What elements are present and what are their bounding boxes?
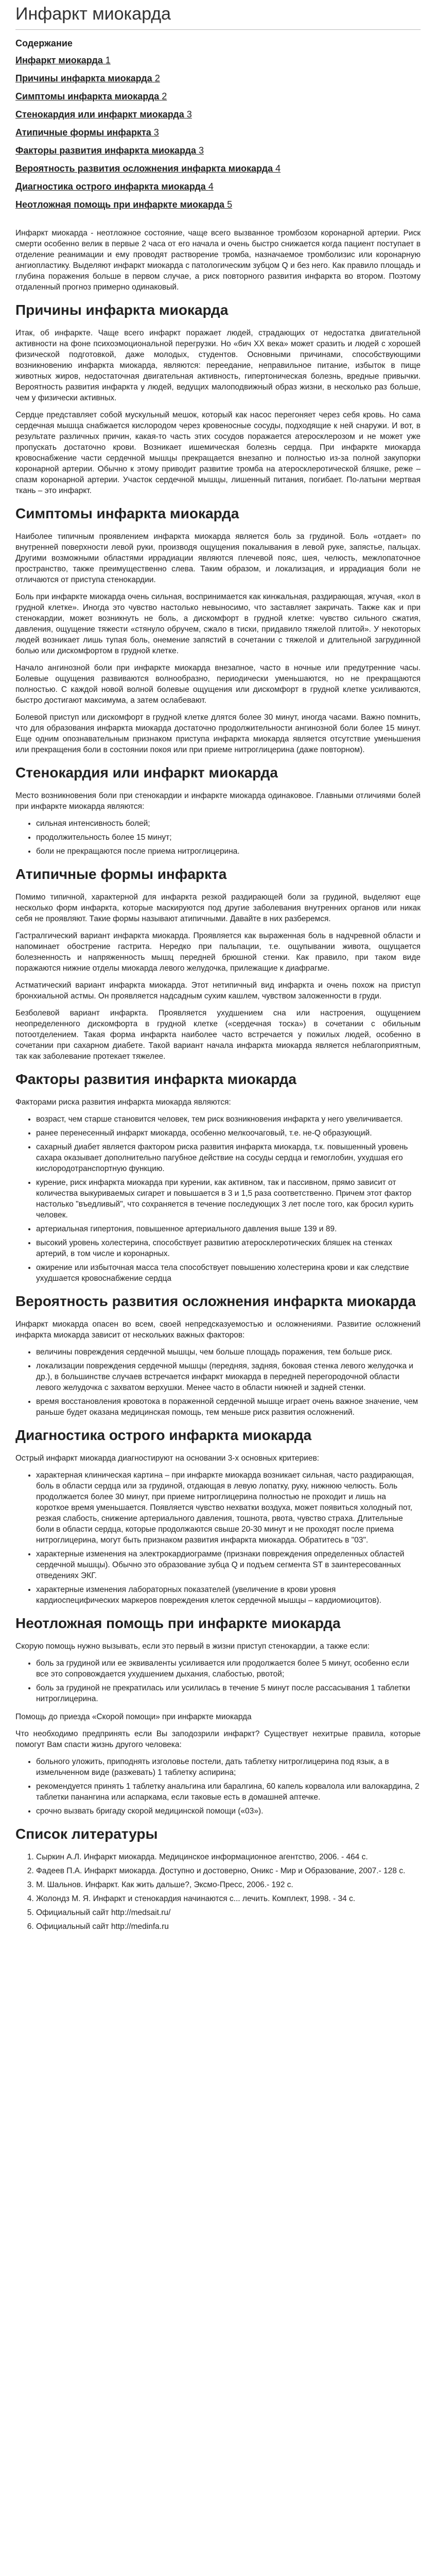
paragraph: Начало ангинозной боли при инфаркте миокарда внезапное, часто в ночные или предутренние часы. Болевые ощущения развиваются волнообразно, периодически уменьшаются, но не прекращаются полностью. С каждой новой волной болевые ощущения или дискомфорт в грудной клетке усиливаются, быстро достигают максимума, а затем ослабевают.: [15, 664, 421, 705]
toc-link-factors[interactable]: Факторы развития инфаркта миокарда 3: [15, 145, 204, 156]
paragraph: Астматический вариант инфаркта миокарда. Этот нетипичный вид инфаркта и очень похож на приступ бронхиальной астмы. Он проявляется надсадным сухим кашлем, чувством заложенности в груди.: [15, 981, 421, 1001]
paragraph: Безболевой вариант инфаркта. Проявляется ухудшением сна или настроения, ощущением неопределенного дискомфорта в грудной клетке («сердечная тоска») в сочетании с обильным потоотделением. Такая форма инфаркта наиболее часто встречается у пожилых людей, особенно в сочетании при сахарном диабете. Такой вариант начала инфаркта миокарда является неблагоприятным, так как заболевание протекает тяжелее.: [15, 1009, 421, 1061]
reference-item: 4. Жолондз М. Я. Инфаркт и стенокардия начинаются с... лечить. Комплект, 1998. - 34 с.: [36, 1893, 421, 1904]
paragraph: Сердце представляет собой мускульный мешок, который как насос перегоняет через себя кровь. Но сама сердечная мышца снабжается кислородом через кровеносные сосуды, подходящие к ней снаружи. И вот, в результате различных причин, какая-то часть этих сосудов поражается атеросклерозом и не может уже пропускать достаточно крови. Возникает ишемическая болезнь сердца. При инфаркте миокарда кровоснабжение части сердечной мышцы прекращается внезапно и полностью из-за полной закупорки коронарной артерии. Обычно к этому приводит развитие тромба на атеросклеротической бляшке, реже – спазм коронарной артерии. Участок сердечной мышцы, лишенный питания, погибает. По-латыни мертвая ткань – это инфаркт.: [15, 411, 421, 495]
section-heading-symptoms: Симптомы инфаркта миокарда: [15, 505, 239, 521]
section-heading-emergency: Неотложная помощь при инфаркте миокарда: [15, 1615, 341, 1631]
toc-label: Содержание: [15, 38, 73, 48]
intro-paragraph: Инфаркт миокарда - неотложное состояние, чаще всего вызванное тромбозом коронарной артерии. Риск смерти особенно велик в первые 2 часа от его начала и очень быстро снижается когда пациент поступает в отделение реанимации и ему проводят растворение тромба, назначаемое тромболизис или коронарную ангиопластику. Выделяют инфаркт миокарда с патологическим зубцом Q и без него. Как правило площадь и глубина поражения больше в первом случае, а риск повторного развития инфаркта во втором. Поэтому отдаленный прогноз примерно одинаковый.: [15, 229, 421, 292]
toc-link-atypical[interactable]: Атипичные формы инфаркта 3: [15, 127, 159, 138]
paragraph: Гастралгический вариант инфаркта миокарда. Проявляется как выраженная боль в надчревной области и напоминает обострение гастрита. Нередко при пальпации, т.е. ощупывании живота, ощущается болезненность и напряженность мышц передней брюшной стенки. Как правило, при таком виде поражаются нижние отделы миокарда левого желудочка, прилежащие к диафрагме.: [15, 931, 421, 973]
paragraph: Наиболее типичным проявлением инфаркта миокарда является боль за грудиной. Боль «отдает» по внутренней поверхности левой руки, производя ощущения покалывания в левой руке, запястье, пальцах. Другими возможными областями иррадиации являются плечевой пояс, шея, челюсть, межлопаточное пространство, также преимущественно слева. Таким образом, и локализация, и иррадиация боли не отличаются от приступа стенокардии.: [15, 532, 421, 584]
paragraph: Болевой приступ или дискомфорт в грудной клетке длятся более 30 минут, иногда часами. Важно помнить, что для образования инфаркта миокарда достаточно продолжительности ангинозной боли более 15 минут. Еще одним опознавательным признаком приступа инфаркта миокарда является отсутствие уменьшения или прекращения боли в состоянии покоя или при приеме нитроглицерина (даже повторном).: [15, 713, 421, 754]
list-item: • время восстановления кровотока в пораженной сердечной мышце играет очень важное значение, чем раньше будет оказана медицинская помощь, тем меньше риск развития осложнений.: [36, 1396, 421, 1418]
list-item: • высокий уровень холестерина, способствует развитию атеросклеротических бляшек на стенках артерий, в том числе и коронарных.: [36, 1238, 421, 1259]
list-item: • продолжительность более 15 минут;: [36, 832, 421, 843]
list-item: • боль за грудиной не прекратилась или усилилась в течение 5 минут после рассасывания 1 таблетки нитроглицерина.: [36, 1683, 421, 1704]
toc-link-diagnosis[interactable]: Диагностика острого инфаркта миокарда 4: [15, 181, 214, 192]
list-item: • сахарный диабет является фактором риска развития инфаркта миокарда, т.к. повышенный уровень сахара оказывает дополнительно пагубное действие на сосуды сердца и гемоглобин, ухудшая его кислородотранспортную функцию.: [36, 1142, 421, 1174]
section-heading-factors: Факторы развития инфаркта миокарда: [15, 1071, 297, 1087]
list-item: • артериальная гипертония, повышенное артериального давления выше 139 и 89.: [36, 1224, 421, 1234]
bullet-list: [15, 1347, 421, 1418]
reference-item: 3. М. Шальнов. Инфаркт. Как жить дальше?, Эксмо-Пресс, 2006.- 192 с.: [36, 1879, 421, 1890]
paragraph: Боль при инфаркте миокарда очень сильная, воспринимается как кинжальная, раздирающая, жгучая, «кол в грудной клетке». Иногда это чувство настолько невыносимо, что заставляет закричать. Также как и при стенокардии, может возникнуть не боль, а дискомфорт в грудной клетке: чувство сильного сжатия, давления, ощущение тяжести «стянуло обручем, сжало в тиски, придавило тяжелой плитой». У некоторых людей возникает лишь тупая боль, онемение запястий в сочетании с тяжелой и длительной загрудинной болью или дискомфортом в грудной клетке.: [15, 592, 421, 655]
paragraph: Острый инфаркт миокарда диагностируют на основании 3-х основных критериев:: [15, 1454, 319, 1463]
paragraph: Место возникновения боли при стенокардии и инфаркте миокарда одинаковое. Главными отличиями болей при инфаркте миокарда являются:: [15, 791, 421, 811]
title-bar: [15, 0, 421, 30]
list-item: • боль за грудиной или ее эквиваленты усиливается или продолжается более 5 минут, особенно если все это сопровождается ухудшением дыхания, слабостью, рвотой;: [36, 1658, 421, 1680]
toc-link-complications[interactable]: Вероятность развития осложнения инфаркта миокарда 4: [15, 163, 281, 174]
bullet-list: [15, 818, 421, 857]
list-item: • курение, риск инфаркта миокарда при курении, как активном, так и пассивном, прямо зависит от количества выкуриваемых сигарет и повышается в 3 и 1,5 раза соответственно. Причем этот фактор настолько "въедливый", что сохраняется в течение последующих 3 лет после того, как бросил курить человек.: [36, 1177, 421, 1221]
paragraph: Что необходимо предпринять если Вы заподозрили инфаркт? Существует нехитрые правила, которые помогут Вам спасти жизнь другого человека:: [15, 1730, 421, 1749]
toc-link-causes[interactable]: Причины инфаркта миокарда 2: [15, 73, 160, 83]
table-of-contents: [15, 38, 421, 210]
bullet-list: [15, 1470, 421, 1606]
list-item: • характерные изменения лабораторных показателей (увеличение в крови уровня кардиоспецифических маркеров повреждения клеток сердечной мышцы – кардиомиоцитов).: [36, 1584, 421, 1606]
list-item: • больного уложить, приподнять изголовье постели, дать таблетку нитроглицерина под язык, а в измельченном виде (разжевать) 1 таблетку аспирина;: [36, 1756, 421, 1778]
section-heading-angina: Стенокардия или инфаркт миокарда: [15, 765, 278, 781]
list-item: • возраст, чем старше становится человек, тем риск возникновения инфаркта у него увеличивается.: [36, 1114, 421, 1125]
section-heading-causes: Причины инфаркта миокарда: [15, 302, 229, 318]
references-list: [15, 1852, 421, 1932]
reference-item: 2. Фадеев П.А. Инфаркт миокарда. Доступно и достоверно, Оникс - Мир и Образование, 2007.- 128 с.: [36, 1866, 421, 1876]
toc-link-infarct[interactable]: Инфаркт миокарда 1: [15, 55, 111, 65]
list-item: • локализации повреждения сердечной мышцы (передняя, задняя, боковая стенка левого желудочка и др.), в большинстве случаев встречается инфаркт миокарда в передней перегородочной области левого желудочка с захватом верхушки. Менее часто в области нижней и задней стенки.: [36, 1361, 421, 1393]
paragraph: Скорую помощь нужно вызывать, если это первый в жизни приступ стенокардии, а также если:: [15, 1642, 370, 1651]
section-heading-atypical: Атипичные формы инфаркта: [15, 866, 227, 882]
toc-link-symptoms[interactable]: Симптомы инфаркта миокарда 2: [15, 91, 167, 101]
toc-link-emergency[interactable]: Неотложная помощь при инфаркте миокарда 5: [15, 199, 233, 210]
paragraph: Помимо типичной, характерной для инфаркта резкой раздирающей боли за грудиной, выделяют еще несколько форм инфаркта, которые маскируются под другие заболевания внутренних органов или никак себя не проявляют. Такие формы называют атипичными. Давайте в них разберемся.: [15, 893, 421, 923]
list-item: • сильная интенсивность болей;: [36, 818, 421, 829]
list-item: • боли не прекращаются после приема нитроглицерина.: [36, 846, 421, 857]
reference-item[interactable]: 5. Официальный сайт http://medsait.ru/: [36, 1907, 421, 1918]
reference-item[interactable]: 6. Официальный сайт http://medinfa.ru: [36, 1921, 421, 1932]
list-item: • срочно вызвать бригаду скорой медицинской помощи («03»).: [36, 1806, 421, 1817]
paragraph: Помощь до приезда «Скорой помощи» при инфаркте миокарда: [15, 1713, 252, 1721]
reference-item: 1. Сыркин А.Л. Инфаркт миокарда. Медицинское информационное агентство, 2006. - 464 с.: [36, 1852, 421, 1862]
page-title: Инфаркт миокарда: [15, 4, 171, 24]
list-item: • рекомендуется принять 1 таблетку анальгина или баралгина, 60 капель корвалола или валокардина, 2 таблетки панангина или аспаркама, если таковые есть в домашней аптечке.: [36, 1781, 421, 1803]
bullet-list: [15, 1114, 421, 1284]
section-heading-references: Список литературы: [15, 1826, 158, 1842]
paragraph: Факторами риска развития инфаркта миокарда являются:: [15, 1098, 231, 1107]
bullet-list: [15, 1756, 421, 1817]
list-item: • ожирение или избыточная масса тела способствует повышению холестерина крови и как следствие ухудшается кровоснабжение сердца: [36, 1262, 421, 1284]
bullet-list: [15, 1658, 421, 1704]
list-item: • характерная клиническая картина – при инфаркте миокарда возникает сильная, часто раздирающая, боль в области сердца или за грудиной, отдающая в левую лопатку, руку, нижнюю челюсть. Боль продолжается более 30 минут, при приеме нитроглицерина полностью не проходит и лишь на короткое время уменьшается. Появляется чувство нехватки воздуха, может появиться холодный пот, резкая слабость, снижение артериального давления, тошнота, рвота, чувство страха. Длительные боли в области сердца, которые продолжаются свыше 20-30 минут и не проходят после приема нитроглицерина, могут быть признаком развития инфаркта миокарда. Обратитесь в "03".: [36, 1470, 421, 1546]
list-item: • характерные изменения на электрокардиограмме (признаки повреждения определенных областей сердечной мышцы). Обычно это образование зубца Q и подъем сегмента ST в заинтересованных отведениях ЭКГ.: [36, 1549, 421, 1581]
section-heading-diagnosis: Диагностика острого инфаркта миокарда: [15, 1427, 312, 1443]
paragraph: Инфаркт миокарда опасен во всем, своей непредсказуемостью и осложнениями. Развитие осложнений инфаркта миокарда зависит от нескольких важных факторов:: [15, 1320, 421, 1340]
list-item: • ранее перенесенный инфаркт миокарда, особенно мелкоочаговый, т.е. не-Q образующий.: [36, 1128, 421, 1139]
toc-link-angina[interactable]: Стенокардия или инфаркт миокарда 3: [15, 109, 192, 120]
list-item: • величины повреждения сердечной мышцы, чем больше площадь поражения, тем больше риск.: [36, 1347, 421, 1358]
paragraph: Итак, об инфаркте. Чаще всего инфаркт поражает людей, страдающих от недостатка двигательной активности на фоне психоэмоциональной перегрузки. Но «бич ХХ века» может сразить и людей с хорошей физической подготовкой, даже молодых, студентов. Основными причинами, способствующими возникновению инфаркта миокарда, являются: переедание, неправильное питание, избыток в пище животных жиров, недостаточная двигательная активность, гипертоническая болезнь, вредные привычки. Вероятность развития инфаркта у людей, ведущих малоподвижный образ жизни, в несколько раз больше, чем у физически активных.: [15, 329, 421, 402]
section-heading-complications: Вероятность развития осложнения инфаркта миокарда: [15, 1293, 416, 1309]
